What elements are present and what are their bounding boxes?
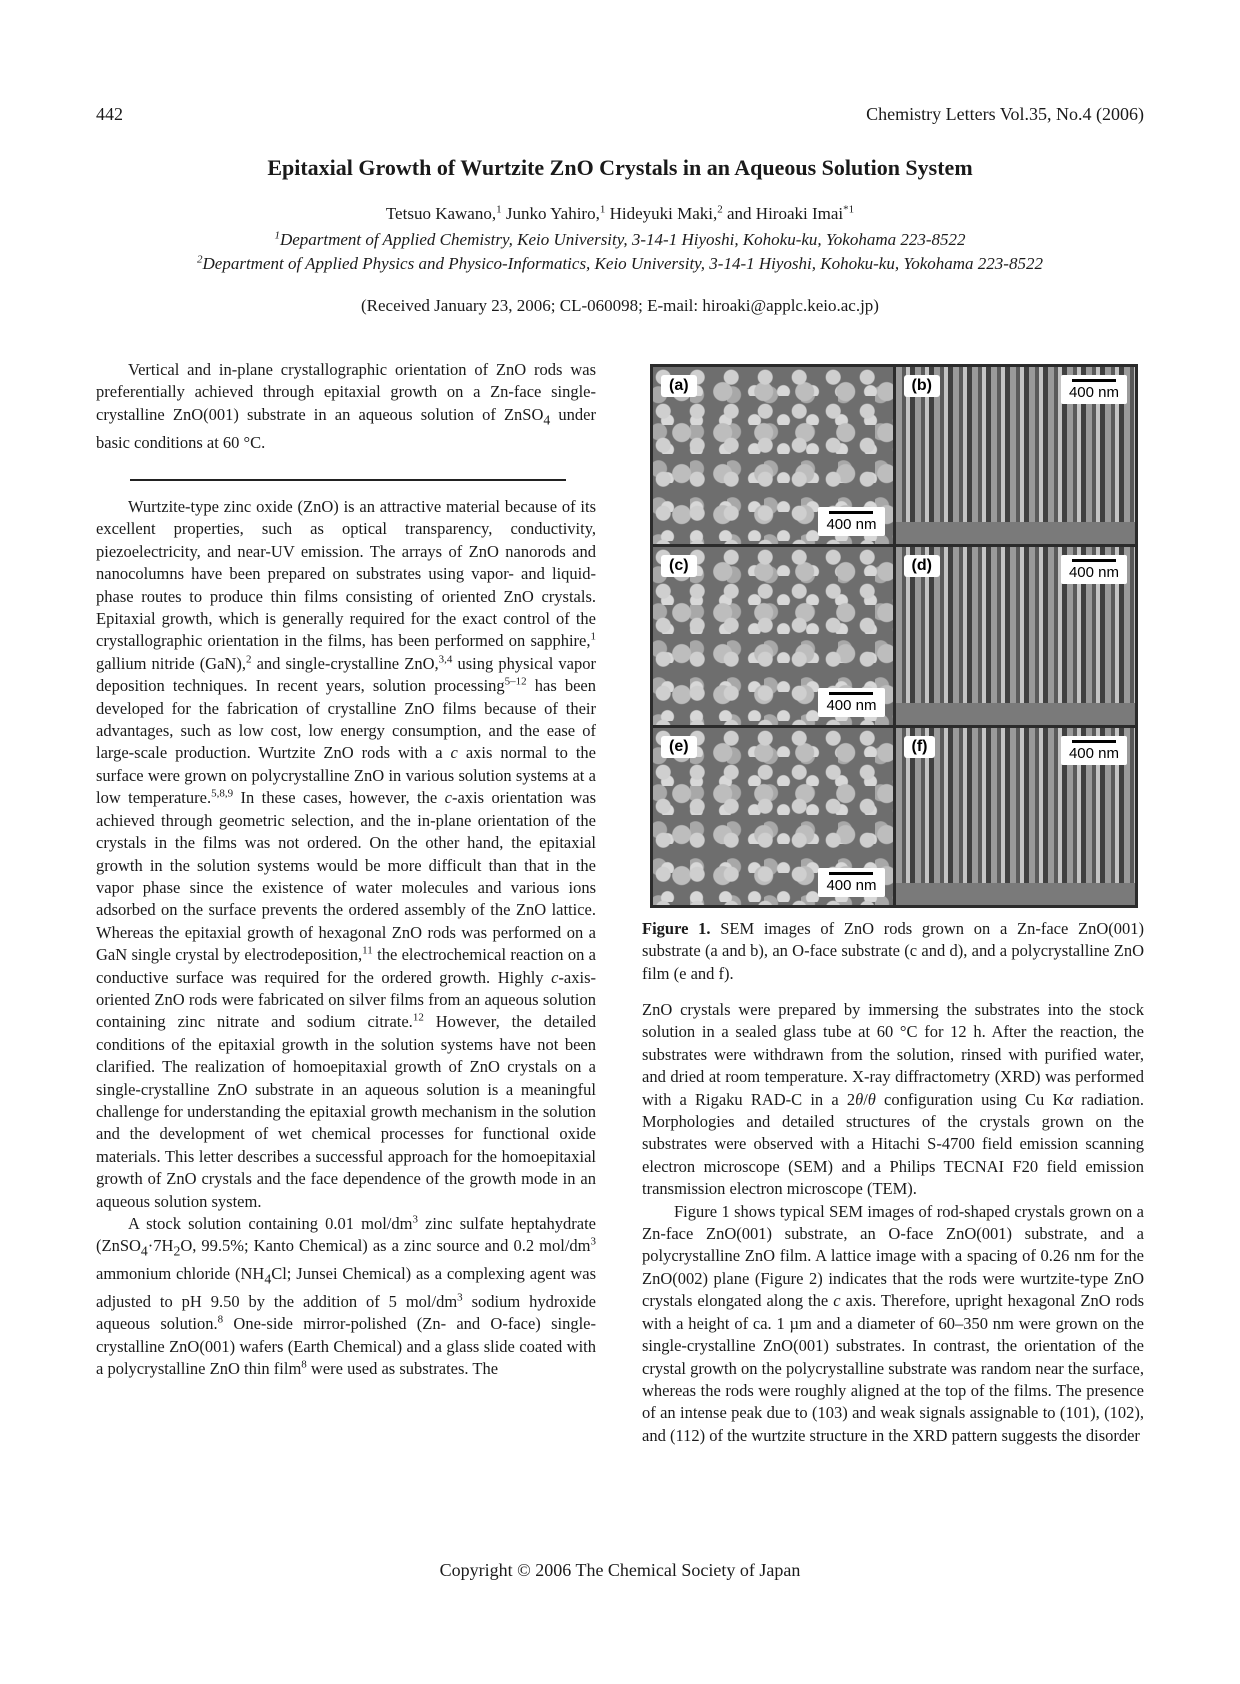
sem-panel-a: [653, 367, 893, 544]
caption-text: SEM images of ZnO rods grown on a Zn-face ZnO(001) substrate (a and b), an O-face substrate (c and d), and a polycrystalline ZnO film (e and f).: [642, 919, 1144, 983]
abstract: [96, 359, 596, 454]
figure-1-sem-grid: [650, 364, 1138, 908]
superscript: 3: [457, 1291, 463, 1304]
italic-symbol: c: [444, 788, 452, 808]
subscript: 4: [140, 1243, 148, 1259]
author-name: Hideyuki Maki,: [605, 204, 718, 223]
reference-mark: 11: [362, 944, 373, 957]
body-text: sodium hydroxide aqueous solution.: [96, 1291, 596, 1334]
body-paragraph: [642, 999, 1144, 1201]
body-text: Figure 1 shows typical SEM images of rod-shaped crystals grown on a Zn-face ZnO(001) substrate, an O-face ZnO(001) substrate, and a polycrystalline ZnO film. A lattice image with a spacing of 0.26 nm for the ZnO(002) plane (Figure 2) indicates that the rods were wurtzite-type ZnO crystals elongated along the: [642, 1201, 1144, 1311]
body-text: ZnO crystals were prepared by immersing the substrates into the stock solution in a sealed glass tube at 60 °C for 12 h. After the reaction, the substrates were withdrawn from the solution, rinsed with purified water, and dried at room temperature. X-ray diffractometry (XRD) was performed with a Rigaku RAD-C in a 2: [642, 1000, 1144, 1109]
panel-label: (e): [661, 736, 697, 758]
subscript: 4: [264, 1271, 272, 1287]
journal-reference: Chemistry Letters Vol.35, No.4 (2006): [866, 104, 1144, 124]
scale-bar: [1061, 736, 1127, 765]
panel-label: (b): [904, 375, 940, 397]
body-text: -axis orientation was achieved through geometric selection, and the in-plane orientation of the crystals in the films was not ordered. On the other hand, the epitaxial growth in the solution systems would be more difficult than that in the vapor phase since the existence of water molecules and various ions adsorbed on the surface prevents the ordered assembly of the ZnO lattice. Whereas the epitaxial growth of hexagonal ZnO rods was performed on a GaN single crystal by electrodeposition,: [96, 788, 597, 965]
body-text: Wurtzite-type zinc oxide (ZnO) is an attractive material because of its excellent properties, such as optical transparency, conductivity, piezoelectricity, and near-UV emission. The arrays of ZnO nanorods and nanocolumns have been prepared on substrates using vapor- and liquid-phase routes to produce thin films consisting of oriented ZnO crystals. Epitaxial growth, which is generally required for the exact control of the crystallographic orientation in the films, has been performed on sapphire,: [96, 497, 596, 651]
affiliation-text: Department of Applied Chemistry, Keio University, 3-14-1 Hiyoshi, Kohoku-ku, Yokohama 223-8522: [279, 230, 966, 249]
body-text: ·7H: [147, 1236, 174, 1256]
body-paragraph: [642, 1201, 1144, 1447]
abstract-text: Vertical and in-plane crystallographic orientation of ZnO rods was preferentially achieved through epitaxial growth on a Zn-face single-crystalline ZnO(001) substrate in an aqueous solution of ZnSO: [96, 360, 596, 424]
scale-bar-label: 400 nm: [1068, 384, 1119, 401]
author-name: and Hiroaki Imai: [722, 204, 844, 223]
body-text: and single-crystalline ZnO,: [251, 653, 439, 673]
body-text: ammonium chloride (NH: [96, 1264, 265, 1284]
body-text: One-side mirror-polished (Zn- and O-face) single-crystalline ZnO(001) wafers (Earth Chemical) and a glass slide coated with a polycrystalline ZnO thin film: [96, 1314, 596, 1379]
body-text: configuration using Cu K: [875, 1089, 1065, 1109]
left-column-body: [96, 496, 596, 1380]
paper-title: Epitaxial Growth of Wurtzite ZnO Crystals in an Aqueous Solution System: [267, 155, 973, 180]
italic-symbol: α: [1064, 1089, 1074, 1109]
italic-symbol: c: [450, 743, 458, 763]
reference-mark: 5,8,9: [211, 787, 234, 800]
right-column-body: [642, 999, 1144, 1447]
italic-symbol: θ: [855, 1089, 864, 1109]
subscript: 4: [543, 412, 551, 428]
abstract-paragraph: [96, 359, 596, 454]
subscript: 2: [173, 1243, 181, 1259]
sem-panel-f: [896, 728, 1136, 905]
author-name: Tetsuo Kawano,: [385, 204, 497, 223]
author-name: Junko Yahiro,: [501, 204, 600, 223]
body-text: zinc sulfate heptahydrate (ZnSO: [96, 1214, 596, 1256]
body-text: the electrochemical reaction on a conductive surface was required for the ordered growth. Highly: [96, 945, 597, 987]
sem-panel-d: [896, 547, 1136, 724]
italic-symbol: c: [833, 1291, 841, 1311]
panel-label: (c): [661, 555, 697, 577]
scale-bar: [1061, 375, 1127, 404]
author-affiliation-mark: 1: [496, 203, 502, 216]
italic-symbol: c: [551, 967, 559, 987]
sem-panel-b: [896, 367, 1136, 544]
scale-bar-label: 400 nm: [826, 696, 877, 714]
reference-mark: 8: [217, 1313, 224, 1326]
caption-label: Figure 1.: [642, 919, 711, 938]
reference-mark: 12: [412, 1011, 424, 1024]
body-text: using physical vapor deposition techniques. In recent years, solution processing: [96, 653, 596, 696]
author-affiliation-mark: *1: [843, 203, 855, 216]
body-text: axis. Therefore, upright hexagonal ZnO rods with a height of ca. 1 µm and a diameter of 60–350 nm were grown on the single-crystalline ZnO(001) substrates. In contrast, the orientation of the crystal growth on the polycrystalline substrate was random near the surface, whereas the rods were roughly aligned at the top of the films. The presence of an intense peak due to (103) and weak signals assignable to (101), (102), and (112) of the wurtzite structure in the XRD pattern suggests the disorder: [642, 1291, 1144, 1445]
reference-mark: 1: [590, 630, 596, 643]
affiliation-mark: 1: [274, 229, 280, 242]
body-paragraph: [96, 1213, 596, 1380]
body-text: has been developed for the fabrication of crystalline ZnO films because of their advantages, such as low cost, low energy consumption, and the ease of large-scale production. Wurtzite ZnO rods with a: [96, 676, 596, 763]
scale-bar-label: 400 nm: [1068, 744, 1119, 762]
scale-bar-label: 400 nm: [1068, 564, 1119, 582]
sem-panel-c: [653, 547, 893, 724]
panel-label: (d): [904, 555, 940, 577]
abstract-divider: [130, 479, 566, 481]
scale-bar-label: 400 nm: [826, 876, 877, 894]
scale-bar-line: [1072, 740, 1116, 743]
scale-bar-line: [1072, 559, 1116, 562]
body-text: Cl; Junsei Chemical) as a complexing agent was adjusted to pH 9.50 by the addition of 5 mol/dm: [96, 1264, 596, 1311]
sem-panel-e: [653, 728, 893, 905]
affiliation-mark: 2: [197, 253, 203, 266]
scale-bar: [818, 688, 884, 717]
panel-label: (a): [661, 375, 697, 397]
superscript: 3: [590, 1235, 596, 1248]
author-affiliation-mark: 1: [599, 203, 606, 216]
copyright-footer: Copyright © 2006 The Chemical Society of Japan: [439, 1560, 801, 1580]
body-text: /: [863, 1089, 868, 1109]
scale-bar-line: [829, 511, 873, 514]
scale-bar: [818, 868, 884, 897]
scale-bar-line: [1072, 379, 1116, 382]
scale-bar: [818, 507, 884, 536]
body-paragraph: [96, 496, 596, 1213]
body-text: A stock solution containing 0.01 mol/dm: [128, 1214, 413, 1233]
italic-symbol: θ: [867, 1089, 876, 1109]
body-text: gallium nitride (GaN),: [96, 653, 246, 673]
affiliation-text: Department of Applied Physics and Physico-Informatics, Keio University, 3-14-1 Hiyoshi, Kohoku-ku, Yokohama 223-8522: [202, 254, 1043, 273]
author-affiliation-mark: 2: [717, 203, 723, 216]
body-text: However, the detailed conditions of the epitaxial growth in the solution systems have not been clarified. The realization of homoepitaxial growth of ZnO crystals on a single-crystalline ZnO substrate in an aqueous solution is a meaningful challenge for understanding the epitaxial growth mechanism in the solution and the development of wet chemical processes for functional oxide materials. This letter describes a successful approach for the homoepitaxial growth of ZnO crystals and the face dependence of the growth mode in an aqueous solution system.: [96, 1012, 596, 1211]
body-text: radiation. Morphologies and detailed structures of the crystals grown on the substrates were observed with a Hitachi S-4700 field emission scanning electron microscope (SEM) and a Philips TECNAI F20 field emission transmission electron microscope (TEM).: [642, 1089, 1144, 1199]
scale-bar: [1061, 555, 1127, 584]
body-text: were used as substrates. The: [306, 1359, 499, 1379]
caption-paragraph: [642, 918, 1144, 985]
reference-mark: 8: [301, 1358, 307, 1371]
affiliation-2: [0, 254, 1240, 274]
body-text: In these cases, however, the: [233, 788, 445, 808]
reference-mark: 3,4: [438, 653, 453, 666]
affiliation-1: [0, 230, 1240, 250]
superscript: 3: [412, 1213, 418, 1226]
page-number: 442: [96, 104, 123, 124]
reference-mark: 2: [245, 653, 252, 666]
scale-bar-line: [829, 692, 873, 695]
body-text: O, 99.5%; Kanto Chemical) as a zinc source and 0.2 mol/dm: [180, 1236, 591, 1256]
abstract-text: under basic conditions at 60 °C.: [96, 404, 596, 452]
figure-1-caption: [642, 918, 1144, 985]
scale-bar-line: [829, 872, 873, 875]
reference-mark: 5–12: [504, 675, 527, 688]
scale-bar-label: 400 nm: [826, 516, 877, 534]
received-line: (Received January 23, 2006; CL-060098; E-mail: hiroaki@applc.keio.ac.jp): [361, 296, 879, 315]
body-text: axis normal to the surface were grown on polycrystalline ZnO in various solution systems at a low temperature.: [96, 743, 596, 808]
panel-label: (f): [904, 736, 936, 758]
author-list: [0, 204, 1240, 224]
body-text: -axis-oriented ZnO rods were fabricated on silver films from an aqueous solution containing zinc nitrate and sodium citrate.: [96, 967, 596, 1032]
